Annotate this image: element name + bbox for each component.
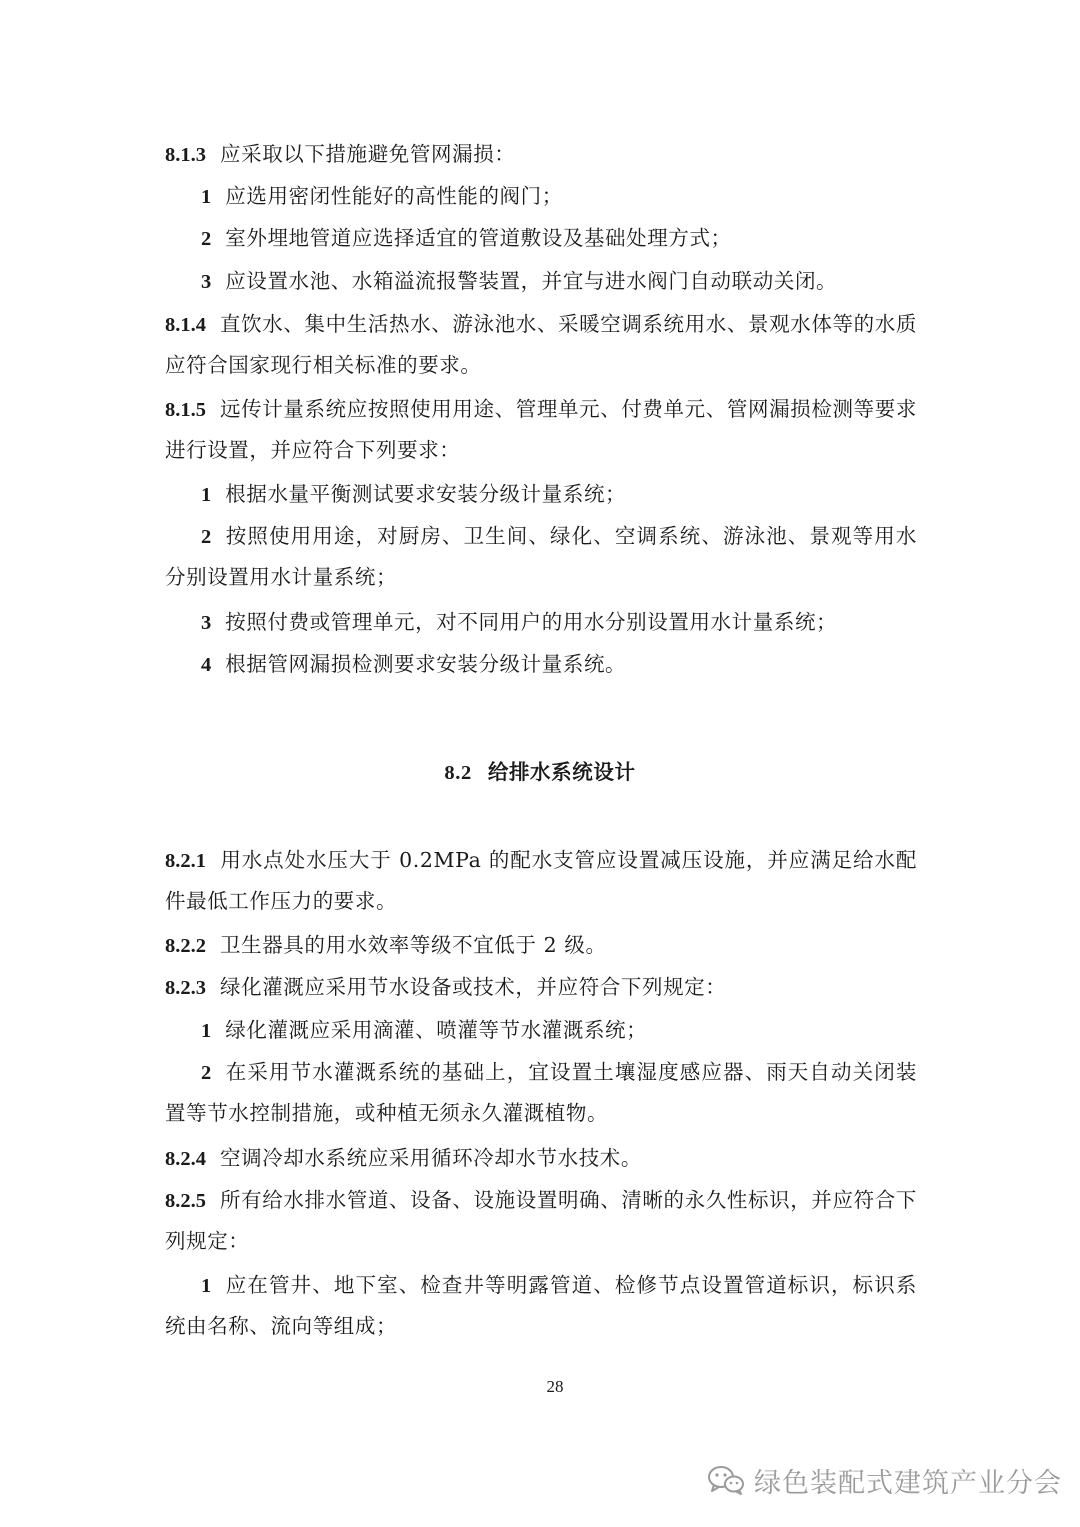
list-item: 3 按照付费或管理单元，对不同用户的用水分别设置用水计量系统；	[201, 610, 838, 634]
list-item: 3 应设置水池、水箱溢流报警装置，并宜与进水阀门自动联动关闭。	[201, 269, 838, 293]
page-number: 28	[546, 1377, 564, 1396]
list-item: 1 绿化灌溉应采用滴灌、喷灌等节水灌溉系统；	[201, 1018, 648, 1042]
list-item: 1 根据水量平衡测试要求安装分级计量系统；	[201, 482, 627, 506]
list-item: 2 室外埋地管道应选择适宜的管道敷设及基础处理方式；	[201, 226, 732, 250]
list-item: 1 应选用密闭性能好的高性能的阀门；	[201, 184, 563, 208]
clause-8-1-5: 8.1.5 远传计量系统应按照使用用途、管理单元、付费单元、管网漏损检测等要求进行设置，并应符合下列要求：	[165, 397, 917, 462]
clause-8-2-5: 8.2.5 所有给水排水管道、设备、设施设置明确、清晰的永久性标识，并应符合下列规定：	[165, 1188, 917, 1253]
clause-8-1-3: 8.1.3 应采取以下措施避免管网漏损：	[165, 142, 516, 166]
list-item: 2 按照使用用途，对厨房、卫生间、绿化、空调系统、游泳池、景观等用水分别设置用水计量系统；	[165, 524, 917, 589]
list-item: 4 根据管网漏损检测要求安装分级计量系统。	[201, 652, 627, 676]
list-item: 2 在采用节水灌溉系统的基础上，宜设置土壤湿度感应器、雨天自动关闭装置等节水控制措施，或种植无须永久灌溉植物。	[165, 1060, 917, 1125]
clause-8-2-4: 8.2.4 空调冷却水系统应采用循环冷却水节水技术。	[165, 1146, 642, 1170]
wechat-icon	[706, 1464, 746, 1496]
list-item: 1 应在管井、地下室、检查井等明露管道、检修节点设置管道标识，标识系统由名称、流向等组成；	[165, 1273, 917, 1338]
clause-8-1-4: 8.1.4 直饮水、集中生活热水、游泳池水、采暖空调系统用水、景观水体等的水质应符合国家现行相关标准的要求。	[165, 312, 917, 377]
watermark-text: 绿色装配式建筑产业分会	[754, 1467, 1062, 1499]
clause-8-2-1: 8.2.1 用水点处水压大于 0.2MPa 的配水支管应设置减压设施，并应满足给水配件最低工作压力的要求。	[165, 848, 917, 913]
clause-8-2-3: 8.2.3 绿化灌溉应采用节水设备或技术，并应符合下列规定：	[165, 975, 727, 999]
watermark	[706, 1458, 1062, 1502]
clause-8-2-2: 8.2.2 卫生器具的用水效率等级不宜低于 2 级。	[165, 933, 607, 957]
section-heading: 8.2 给排水系统设计	[444, 760, 636, 784]
